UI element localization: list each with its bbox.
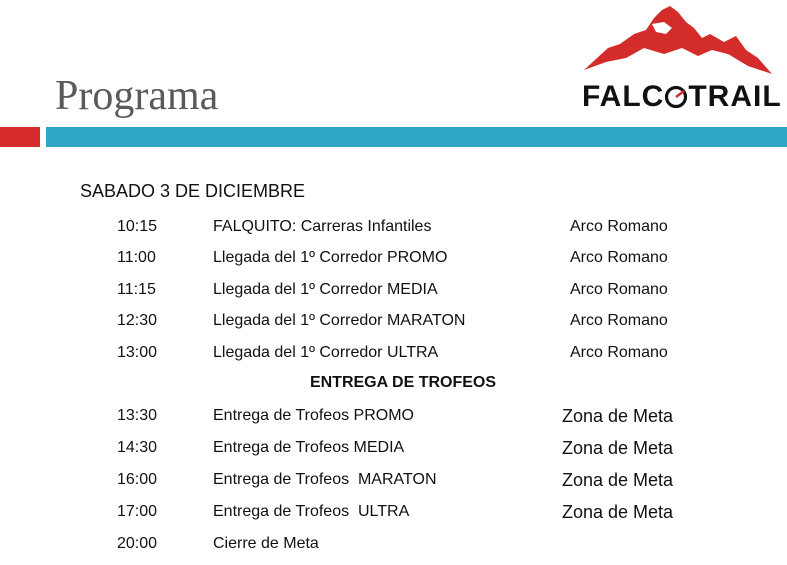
schedule-event: Llegada del 1º Corredor ULTRA [213,344,439,361]
accent-bar-red [0,127,40,147]
schedule-row [0,249,787,273]
award-row [0,407,787,431]
award-time: 17:00 [117,503,158,520]
award-time: 16:00 [117,471,158,488]
award-time: 14:30 [117,439,158,456]
award-event: Entrega de Trofeos MEDIA [213,439,405,456]
award-place: Zona de Meta [562,502,674,522]
schedule-place: Arco Romano [570,249,668,266]
schedule-event: Llegada del 1º Corredor MEDIA [213,281,438,298]
day-heading: SABADO 3 DE DICIEMBRE [80,181,306,201]
award-row [0,535,787,559]
schedule-row [0,312,787,336]
logo-text-left: FALC [582,80,665,113]
logo [578,4,782,116]
award-place: Zona de Meta [562,406,674,426]
award-place: Zona de Meta [562,470,674,490]
schedule-time: 11:15 [117,281,156,298]
accent-bar-blue [46,127,787,147]
section-heading: ENTREGA DE TROFEOS [309,374,497,391]
award-place: Zona de Meta [562,438,674,458]
schedule-time: 12:30 [117,312,158,329]
award-row [0,439,787,463]
schedule-place: Arco Romano [570,312,668,329]
award-time: 20:00 [117,535,158,552]
award-event: Cierre de Meta [213,535,319,552]
award-row [0,471,787,495]
schedule-event: Llegada del 1º Corredor PROMO [213,249,448,266]
page-title: Programa [55,73,219,119]
schedule-time: 10:15 [117,218,158,235]
schedule-time: 11:00 [117,249,156,266]
award-time: 13:30 [117,407,158,424]
schedule-place: Arco Romano [570,281,668,298]
logo-text-right: TRAIL [688,80,782,113]
clock-icon [664,85,688,109]
award-row [0,503,787,527]
mountain-icon [578,4,778,84]
award-event: Entrega de Trofeos ULTRA [213,503,410,520]
schedule-time: 13:00 [117,344,158,361]
schedule-event: Llegada del 1º Corredor MARATON [213,312,466,329]
schedule-event: FALQUITO: Carreras Infantiles [213,218,432,235]
award-event: Entrega de Trofeos MARATON [213,471,437,488]
schedule-place: Arco Romano [570,344,668,361]
schedule-row [0,344,787,368]
schedule-row [0,281,787,305]
award-event: Entrega de Trofeos PROMO [213,407,414,424]
logo-wordmark [582,80,782,114]
schedule-place: Arco Romano [570,218,668,235]
schedule-row [0,218,787,242]
